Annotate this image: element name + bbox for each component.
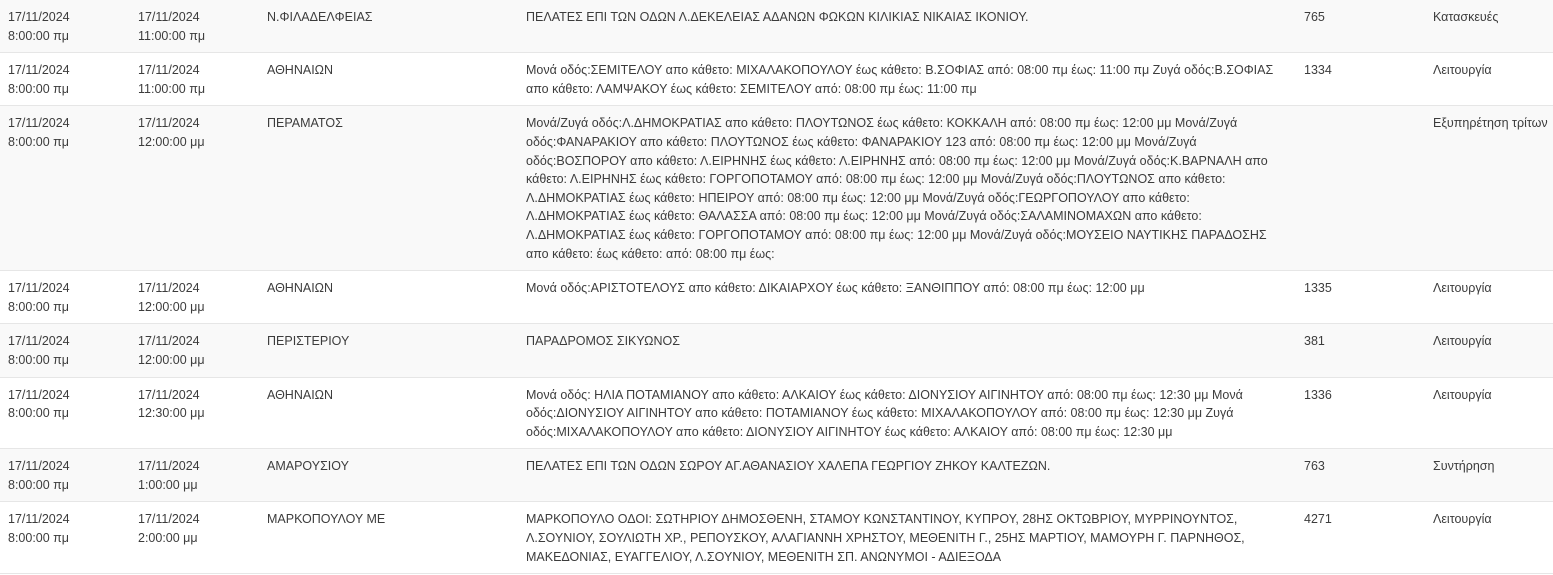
area-cell: ΑΜΑΡΟΥΣΙΟΥ [267,459,349,474]
end-cell [130,324,259,377]
start-time: 8:00:00 πμ [8,406,70,421]
area-cell: ΑΘΗΝΑΙΩΝ [267,281,334,296]
reason-cell: Κατασκευές [1433,10,1499,24]
start-date: 17/11/2024 [8,334,70,349]
table-row [0,449,1553,502]
start-time: 8:00:00 πμ [8,299,70,314]
start-cell [0,377,130,449]
area-cell: ΠΕΡΑΜΑΤΟΣ [267,116,343,131]
code-cell: 1334 [1304,63,1332,78]
start-time: 8:00:00 πμ [8,81,70,96]
table-row [0,53,1553,106]
description-cell: Μονά οδός: ΗΛΙΑ ΠΟΤΑΜΙΑΝΟΥ απο κάθετο: ΑΛΚΑΙΟΥ έως κάθετο: ΔΙΟΝΥΣΙΟΥ ΑΙΓΙΝΗΤΟΥ από: 08:00 πμ έως: 12:30 μμ Μονά οδός:ΔΙΟΝΥΣΙΟΥ ΑΙΓΙΝΗΤΟΥ απο κάθετο: ΠΟΤΑΜΙΑΝΟΥ έως κάθετο: ΜΙΧΑΛΑΚΟΠΟΥΛΟΥ από: 08:00 πμ έως: 12:30 μμ Ζυγά οδός:ΜΙΧΑΛΑΚΟΠΟΥΛΟΥ απο κάθετο: ΔΙΟΝΥΣΙΟΥ ΑΙΓΙΝΗΤΟΥ έως κάθετο: ΑΛΚΑΙΟΥ από: 08:00 πμ έως: 12:30 μμ [526,387,1243,439]
description-cell: Μονά οδός:ΣΕΜΙΤΕΛΟΥ απο κάθετο: ΜΙΧΑΛΑΚΟΠΟΥΛΟΥ έως κάθετο: Β.ΣΟΦΙΑΣ από: 08:00 πμ έως: 11:00 πμ Ζυγά οδός:Β.ΣΟΦΙΑΣ απο κάθετο: ΛΑΜΨΑΚΟΥ έως κάθετο: ΣΕΜΙΤΕΛΟΥ από: 08:00 πμ έως: 11:00 πμ [526,63,1274,96]
start-time: 8:00:00 πμ [8,134,70,149]
start-date: 17/11/2024 [8,281,70,296]
end-cell [130,271,259,324]
reason-cell: Λειτουργία [1433,63,1492,78]
reason-cell: Λειτουργία [1433,334,1492,349]
table-row [0,0,1553,53]
code-cell: 765 [1304,10,1325,24]
reason-cell: Λειτουργία [1433,512,1492,527]
reason-cell: Λειτουργία [1433,281,1492,296]
start-cell [0,502,130,574]
end-date: 17/11/2024 [138,387,200,402]
end-time: 11:00:00 πμ [138,81,206,96]
reason-cell: Εξυπηρέτηση τρίτων [1433,116,1548,131]
end-date: 17/11/2024 [138,281,200,296]
end-date: 17/11/2024 [138,512,200,527]
code-cell: 1336 [1304,387,1332,402]
area-cell: ΑΘΗΝΑΙΩΝ [267,63,334,78]
end-time: 2:00:00 μμ [138,531,198,546]
end-time: 12:00:00 μμ [138,134,205,149]
start-time: 8:00:00 πμ [8,531,70,546]
start-date: 17/11/2024 [8,10,70,24]
start-time: 8:00:00 πμ [8,477,70,492]
table-row [0,324,1553,377]
end-cell [130,106,259,271]
end-date: 17/11/2024 [138,116,200,131]
end-cell [130,53,259,106]
start-cell [0,271,130,324]
code-cell: 763 [1304,459,1325,474]
area-cell: ΜΑΡΚΟΠΟΥΛΟΥ ΜΕ [267,512,386,527]
start-cell [0,449,130,502]
end-time: 12:00:00 μμ [138,352,205,367]
end-date: 17/11/2024 [138,10,200,24]
end-time: 1:00:00 μμ [138,477,198,492]
table-row [0,377,1553,449]
end-cell [130,449,259,502]
reason-cell: Λειτουργία [1433,387,1492,402]
code-cell: 381 [1304,334,1325,349]
start-date: 17/11/2024 [8,512,70,527]
table-row [0,502,1553,574]
end-time: 11:00:00 πμ [138,28,206,43]
end-date: 17/11/2024 [138,63,200,78]
start-cell [0,324,130,377]
code-cell: 4271 [1304,512,1332,527]
area-cell: ΠΕΡΙΣΤΕΡΙΟΥ [267,334,350,349]
end-time: 12:00:00 μμ [138,299,205,314]
area-cell: ΑΘΗΝΑΙΩΝ [267,387,334,402]
end-cell [130,377,259,449]
start-date: 17/11/2024 [8,459,70,474]
start-cell [0,106,130,271]
description-cell: ΠΑΡΑΔΡΟΜΟΣ ΣΙΚΥΩΝΟΣ [526,334,680,349]
reason-cell: Συντήρηση [1433,459,1495,474]
end-time: 12:30:00 μμ [138,406,205,421]
table-row [0,271,1553,324]
start-cell [0,0,130,53]
area-cell: Ν.ΦΙΛΑΔΕΛΦΕΙΑΣ [267,10,373,24]
description-cell: Μονά/Ζυγά οδός:Λ.ΔΗΜΟΚΡΑΤΙΑΣ απο κάθετο: ΠΛΟΥΤΩΝΟΣ έως κάθετο: ΚΟΚΚΑΛΗ από: 08:00 πμ έως: 12:00 μμ Μονά/Ζυγά οδός:ΦΑΝΑΡΑΚΙΟΥ απο κάθετο: ΠΛΟΥΤΩΝΟΣ έως κάθετο: ΦΑΝΑΡΑΚΙΟΥ 123 από: 08:00 πμ έως: 12:00 μμ Μονά/Ζυγά οδός:ΒΟΣΠΟΡΟΥ απο κάθετο: Λ.ΕΙΡΗΝΗΣ έως κάθετο: Λ.ΕΙΡΗΝΗΣ από: 08:00 πμ έως: 12:00 μμ Μονά/Ζυγά οδός:Κ.ΒΑΡΝΑΛΗ απο κάθετο: Λ.ΕΙΡΗΝΗΣ έως κάθετο: ΓΟΡΓΟΠΟΤΑΜΟΥ από: 08:00 πμ έως: 12:00 μμ Μονά/Ζυγά οδός:ΠΛΟΥΤΩΝΟΣ απο κάθετο: Λ.ΔΗΜΟΚΡΑΤΙΑΣ έως κάθετο: ΗΠΕΙΡΟΥ από: 08:00 πμ έως: 12:00 μμ Μονά/Ζυγά οδός:ΓΕΩΡΓΟΠΟΥΛΟΥ απο κάθετο: Λ.ΔΗΜΟΚΡΑΤΙΑΣ έως κάθετο: ΘΑΛΑΣΣΑ από: 08:00 πμ έως: 12:00 μμ Μονά/Ζυγά οδός:ΣΑΛΑΜΙΝΟΜΑΧΩΝ απο κάθετο: Λ.ΔΗΜΟΚΡΑΤΙΑΣ έως κάθετο: ΓΟΡΓΟΠΟΤΑΜΟΥ από: 08:00 πμ έως: 12:00 μμ Μονά/Ζυγά οδός:ΜΟΥΣΕΙΟ ΝΑΥΤΙΚΗΣ ΠΑΡΑΔΟΣΗΣ απο κάθετο: έως κάθετο: από: 08:00 πμ έως: [526,116,1268,261]
description-cell: ΠΕΛΑΤΕΣ ΕΠΙ ΤΩΝ ΟΔΩΝ ΣΩΡΟΥ ΑΓ.ΑΘΑΝΑΣΙΟΥ ΧΑΛΕΠΑ ΓΕΩΡΓΙΟΥ ΖΗΚΟΥ ΚΑΛΤΕΖΩΝ. [526,459,1051,474]
end-date: 17/11/2024 [138,459,200,474]
start-date: 17/11/2024 [8,63,70,78]
table-row [0,106,1553,271]
start-cell [0,53,130,106]
start-time: 8:00:00 πμ [8,28,70,43]
code-cell [1296,106,1425,271]
start-date: 17/11/2024 [8,387,70,402]
description-cell: Μονά οδός:ΑΡΙΣΤΟΤΕΛΟΥΣ απο κάθετο: ΔΙΚΑΙΑΡΧΟΥ έως κάθετο: ΞΑΝΘΙΠΠΟΥ από: 08:00 πμ έως: 12:00 μμ [526,281,1145,296]
end-date: 17/11/2024 [138,334,200,349]
start-date: 17/11/2024 [8,116,70,131]
description-cell: ΠΕΛΑΤΕΣ ΕΠΙ ΤΩΝ ΟΔΩΝ Λ.ΔΕΚΕΛΕΙΑΣ ΑΔΑΝΩΝ ΦΩΚΩΝ ΚΙΛΙΚΙΑΣ ΝΙΚΑΙΑΣ ΙΚΟΝΙΟΥ. [526,10,1029,24]
code-cell: 1335 [1304,281,1332,296]
description-cell: ΜΑΡΚΟΠΟΥΛΟ ΟΔΟΙ: ΣΩΤΗΡΙΟΥ ΔΗΜΟΣΘΕΝΗ, ΣΤΑΜΟΥ ΚΩΝΣΤΑΝΤΙΝΟΥ, ΚΥΠΡΟΥ, 28ΗΣ ΟΚΤΩΒΡΙΟΥ, ΜΥΡΡΙΝΟΥΝΤΟΣ, Λ.ΣΟΥΝΙΟΥ, ΣΟΥΛΙΩΤΗ ΧΡ., ΡΕΠΟΥΣΚΟΥ, ΑΛΑΓΙΑΝΝΗ ΧΡΗΣΤΟΥ, ΜΕΘΕΝΙΤΗ Γ., 25ΗΣ ΜΑΡΤΙΟΥ, ΜΑΜΟΥΡΗ Γ. ΠΑΡΝΗΘΟΣ, ΜΑΚΕΔΟΝΙΑΣ, ΕΥΑΓΓΕΛΙΟΥ, Λ.ΣΟΥΝΙΟΥ, ΜΕΘΕΝΙΤΗ ΣΠ. ΑΝΩΝΥΜΟΙ - ΑΔΙΕΞΟΔΑ [526,512,1245,564]
start-time: 8:00:00 πμ [8,352,70,367]
end-cell [130,0,259,53]
end-cell [130,502,259,574]
